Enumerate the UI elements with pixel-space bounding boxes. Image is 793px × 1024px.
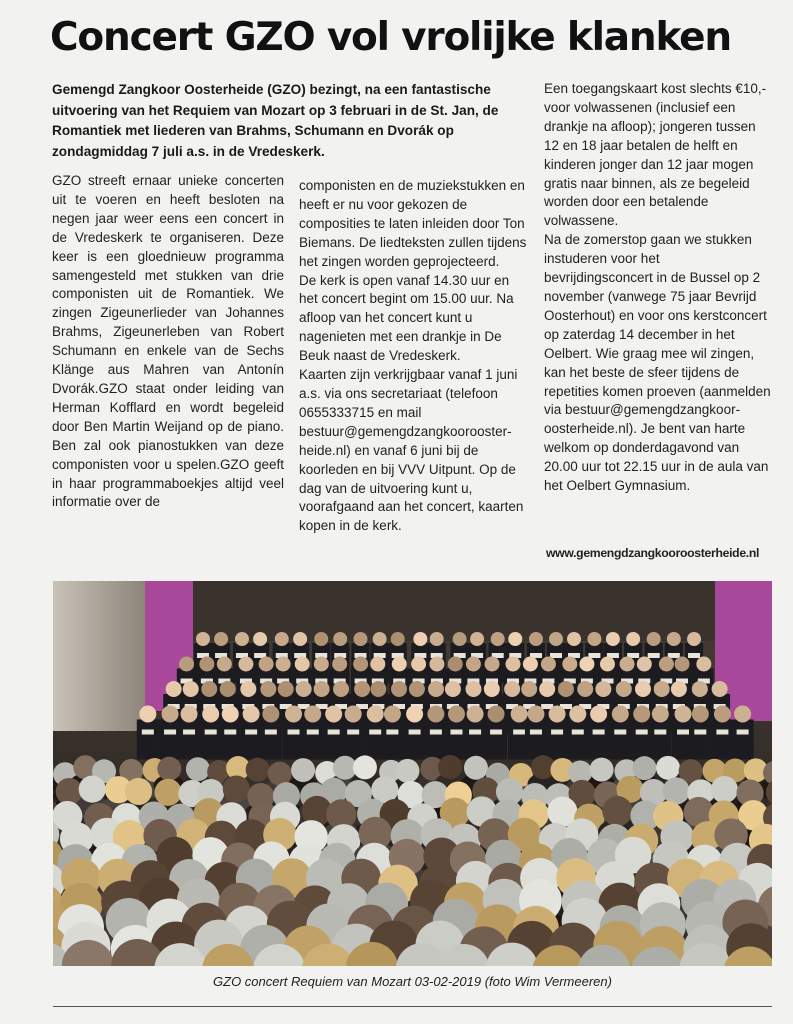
- paragraph: Een toegangskaart kost slechts €10,- voor volwassenen (inclusief een drankje na afloop); jongeren tussen 12 en 18 jaar betalen de helft en kinderen jonger dan 12 jaar mogen gratis naar binnen, als ze begeleid worden door een betalende volwassene.: [544, 81, 767, 229]
- photo-caption: GZO concert Requiem van Mozart 03-02-2019 (foto Wim Vermeeren): [213, 974, 612, 989]
- concert-photo: [53, 581, 772, 966]
- audience: [53, 755, 772, 966]
- article-column-3: [544, 80, 772, 496]
- paragraph: Na de zomerstop gaan we stukken instuderen voor het bevrijdingsconcert in de Bussel op 2 november (vanwege 75 jaar Bevrijd Oosterhout) en voor ons kerstconcert op zaterdag 14 december in het Oelbert. Wie graag mee wil zingen, kan het beste de sfeer tijdens de repetities komen proeven (aanmelden via bestuur@gemengdzangkooroosterheide.nl). Je bent van harte welkom op donderdagavond van 20.00 uur tot 22.15 uur in de aula van het Oelbert Gymnasium.: [544, 232, 771, 494]
- divider: [53, 1006, 772, 1007]
- article-column-2: [299, 177, 529, 536]
- paragraph: De kerk is open vanaf 14.30 uur en het concert begint om 15.00 uur. Na afloop van het concert kunt u nagenieten met een drankje in De Beuk naast de Vredeskerk.: [299, 272, 514, 364]
- paragraph: Kaarten zijn verkrijgbaar vanaf 1 juni a.s. via ons secretariaat (telefoon 0655333715 en mail bestuur@gemengdzangkooroosterheide.nl) en vanaf 6 juni bij de koorleden en bij VVV Uitpunt. Op de dag van de uitvoering kunt u, voorafgaand aan het concert, kaarten kopen in de kerk.: [299, 367, 524, 534]
- paragraph: GZO streeft ernaar unieke concerten uit te voeren en heeft besloten na negen jaar weer eens een concert in de Vredeskerk te organiseren. Deze keer is een gloednieuw programma samengesteld met stukken van drie componisten uit de Romantiek. We zingen Zigeunerlieder van Johannes Brahms, Zigeunerleben van Robert Schumann en enkele van de Sechs Klänge aus Mahren van Antonín Dvorák.GZO staat onder leiding van Herman Kofflard en wordt begeleid door Ben Martin Weijand op de piano. Ben zal ook pianostukken van deze componisten voor u spelen.GZO geeft in haar programmaboekjes altijd veel informatie over de: [52, 173, 284, 510]
- article-column-1: [52, 172, 284, 512]
- choir: [137, 632, 754, 760]
- article-intro: Gemengd Zangkoor Oosterheide (GZO) bezingt, na een fantastische uitvoering van het Requiem van Mozart op 3 februari in de St. Jan, de Romantiek met liederen van Brahms, Schumann en Dvorák op zondagmiddag 7 juli a.s. in de Vredeskerk.: [52, 82, 499, 159]
- concert-photo-illustration: [53, 581, 772, 966]
- website-link: www.gemengdzangkooroosterheide.nl: [546, 546, 760, 560]
- paragraph: componisten en de muziekstukken en heeft er nu voor gekozen de composities te laten inleiden door Ton Biemans. De liedteksten zullen tijdens het zingen worden geprojecteerd.: [299, 178, 527, 269]
- article-title: Concert GZO vol vrolijke klanken: [50, 15, 731, 60]
